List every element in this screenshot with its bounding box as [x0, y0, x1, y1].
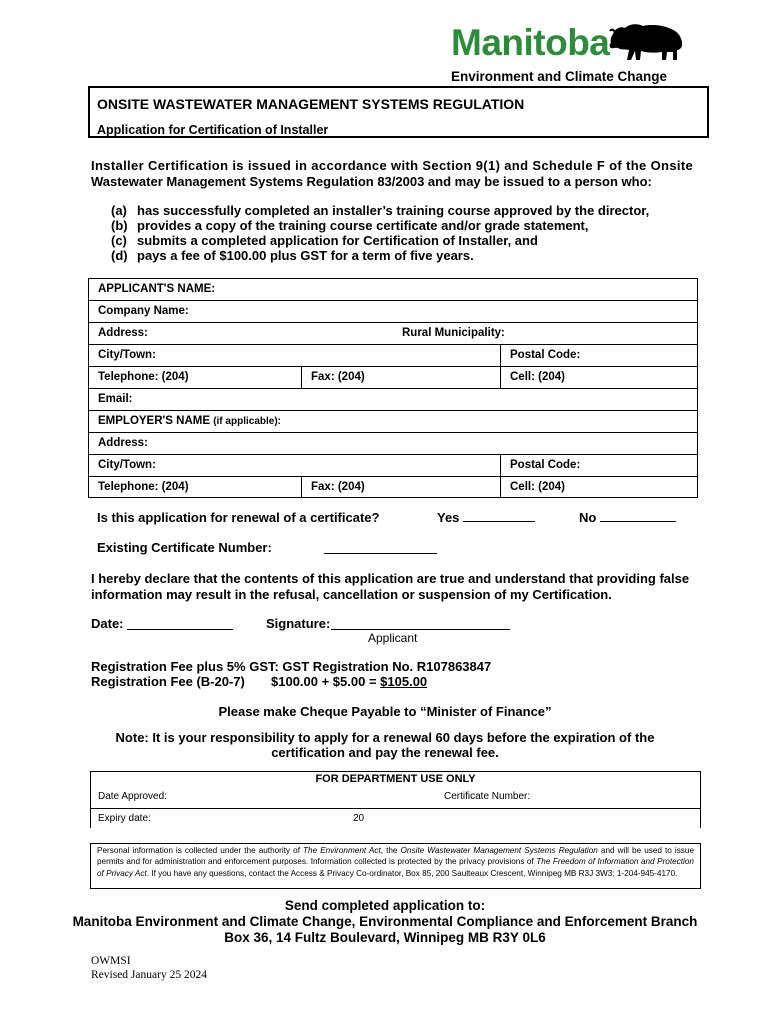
- date-input[interactable]: [127, 629, 233, 630]
- intro-paragraph: [91, 158, 711, 190]
- revised-date: Revised January 25 2024: [91, 969, 207, 981]
- rural-municipality-field[interactable]: [393, 323, 697, 344]
- telephone-field[interactable]: [89, 367, 301, 388]
- no-blank[interactable]: [600, 521, 676, 522]
- payable-note: Please make Cheque Payable to “Minister of Finance”: [218, 704, 552, 719]
- regulation-title: ONSITE WASTEWATER MANAGEMENT SYSTEMS REGULATION: [97, 96, 525, 112]
- form-code: OWMSI: [91, 955, 131, 967]
- address-label: Address:: [98, 327, 148, 339]
- employer-cell-label: Cell: (204): [510, 481, 565, 493]
- renewal-no[interactable]: No: [579, 510, 676, 525]
- fee-line-2-label: Registration Fee (B-20-7): [91, 674, 245, 689]
- employer-address-row[interactable]: [89, 433, 697, 455]
- declaration-line-1: I hereby declare that the contents of this application are true and understand that providing false: [91, 571, 690, 586]
- employer-fax-field[interactable]: [301, 477, 500, 498]
- signature-input[interactable]: [331, 629, 510, 630]
- declaration-line-2: information may result in the refusal, cancellation or suspension of my Certification.: [91, 587, 612, 602]
- title-box: [88, 86, 709, 138]
- yes-blank[interactable]: [463, 521, 535, 522]
- cell-label: Cell: (204): [510, 371, 565, 383]
- department-name: Environment and Climate Change: [451, 69, 668, 84]
- renewal-note: [0, 730, 770, 760]
- send-to-heading: Send completed application to:: [284, 898, 486, 913]
- city-town-label: City/Town:: [98, 349, 156, 361]
- email-label: Email:: [98, 393, 133, 405]
- send-to-line-1: Manitoba Environment and Climate Change, Environmental Compliance and Enforcement Branch: [72, 914, 698, 929]
- employer-address-label: Address:: [98, 437, 148, 449]
- department-use-heading: FOR DEPARTMENT USE ONLY: [315, 773, 476, 785]
- signature-label: Signature:: [266, 616, 331, 631]
- cell-field[interactable]: [500, 367, 697, 388]
- employer-postal-label: Postal Code:: [510, 459, 581, 471]
- criteria-marker-b: (b): [111, 218, 128, 233]
- criteria-text-c: submits a completed application for Certification of Installer, and: [137, 233, 538, 248]
- employer-city-label: City/Town:: [98, 459, 156, 471]
- fee-line-1: Registration Fee plus 5% GST: GST Registration No. R107863847: [91, 659, 492, 674]
- rural-municipality-label: Rural Municipality:: [402, 327, 505, 339]
- declaration: [91, 571, 689, 603]
- phone-row: [89, 367, 697, 389]
- renewal-yes[interactable]: Yes: [437, 510, 535, 525]
- existing-cert-label: Existing Certificate Number:: [97, 540, 272, 555]
- employer-postal-field[interactable]: [500, 455, 697, 476]
- renewal-note-line-2: certification and pay the renewal fee.: [271, 745, 499, 760]
- company-name-label: Company Name:: [98, 305, 189, 317]
- send-to-block: [0, 898, 770, 946]
- postal-code-field[interactable]: [500, 345, 697, 366]
- expiry-year-prefix: 20: [353, 813, 365, 824]
- applicant-caption: Applicant: [368, 631, 418, 645]
- employer-fax-label: Fax: (204): [311, 481, 365, 493]
- employer-cell-field[interactable]: [500, 477, 697, 498]
- intro-line-1: Installer Certification is issued in accordance with Section 9(1) and Schedule F of the Onsite: [91, 158, 694, 173]
- city-row: [89, 345, 697, 367]
- fax-label: Fax: (204): [311, 371, 365, 383]
- criteria-text-b: provides a copy of the training course certificate and/or grade statement,: [137, 218, 589, 233]
- department-use-box: [90, 771, 701, 828]
- privacy-notice: Personal information is collected under the authority of The Environment Act, the Onsite Wastewater Management Systems Regulation and will be used to issue permits and for administration and enforcement purposes. Information collected is protected by the privacy provisions of The Freedom of Information and Protection of Privacy Act. If you have any questions, contact the Access & Privacy Co-ordinator, Box 85, 200 Saulteaux Crescent, Winnipeg MB R3J 3W3; 1-204-945-4170.: [90, 843, 701, 889]
- renewal-note-line-1: Note: It is your responsibility to apply for a renewal 60 days before the expiration of the: [115, 730, 655, 745]
- criteria-marker-c: (c): [111, 233, 127, 248]
- employer-phone-row: [89, 477, 697, 498]
- applicant-form: [88, 278, 698, 498]
- address-field[interactable]: [89, 323, 393, 344]
- expiry-date-label: Expiry date:: [98, 813, 151, 824]
- employer-city-row: [89, 455, 697, 477]
- company-name-row[interactable]: [89, 301, 697, 323]
- employer-city-field[interactable]: [89, 455, 500, 476]
- application-subtitle: Application for Certification of Installer: [97, 123, 329, 137]
- intro-line-2: Wastewater Management Systems Regulation 83/2003 and may be issued to a person who:: [91, 174, 652, 189]
- certificate-number-label: Certificate Number:: [444, 791, 531, 802]
- employer-name-label: EMPLOYER'S NAME (if applicable):: [98, 415, 281, 427]
- manitoba-logo-wordmark: Manitoba: [451, 22, 610, 63]
- postal-code-label: Postal Code:: [510, 349, 581, 361]
- applicant-name-row[interactable]: [89, 279, 697, 301]
- renewal-question: Is this application for renewal of a certificate?: [97, 510, 380, 525]
- address-row: [89, 323, 697, 345]
- date-approved-label: Date Approved:: [98, 791, 167, 802]
- send-to-line-2: Box 36, 14 Fultz Boulevard, Winnipeg MB R3Y 0L6: [224, 930, 546, 945]
- date-label: Date:: [91, 616, 124, 631]
- department-use-divider: [91, 808, 700, 809]
- fee-total: $105.00: [380, 674, 428, 689]
- criteria-text-a: has successfully completed an installer’s training course approved by the director,: [137, 203, 650, 218]
- fax-field[interactable]: [301, 367, 500, 388]
- fee-line-2-calc: $100.00 + $5.00 = $105.00: [271, 674, 428, 689]
- telephone-label: Telephone: (204): [98, 371, 189, 383]
- applicant-name-label: APPLICANT'S NAME:: [98, 283, 216, 295]
- employer-name-row[interactable]: [89, 411, 697, 433]
- criteria-marker-a: (a): [111, 203, 127, 218]
- city-town-field[interactable]: [89, 345, 500, 366]
- email-row[interactable]: [89, 389, 697, 411]
- criteria-marker-d: (d): [111, 248, 128, 263]
- employer-telephone-field[interactable]: [89, 477, 301, 498]
- employer-telephone-label: Telephone: (204): [98, 481, 189, 493]
- existing-cert-input[interactable]: [324, 553, 437, 554]
- bison-icon: [607, 20, 685, 62]
- criteria-text-d: pays a fee of $100.00 plus GST for a term of five years.: [137, 248, 474, 263]
